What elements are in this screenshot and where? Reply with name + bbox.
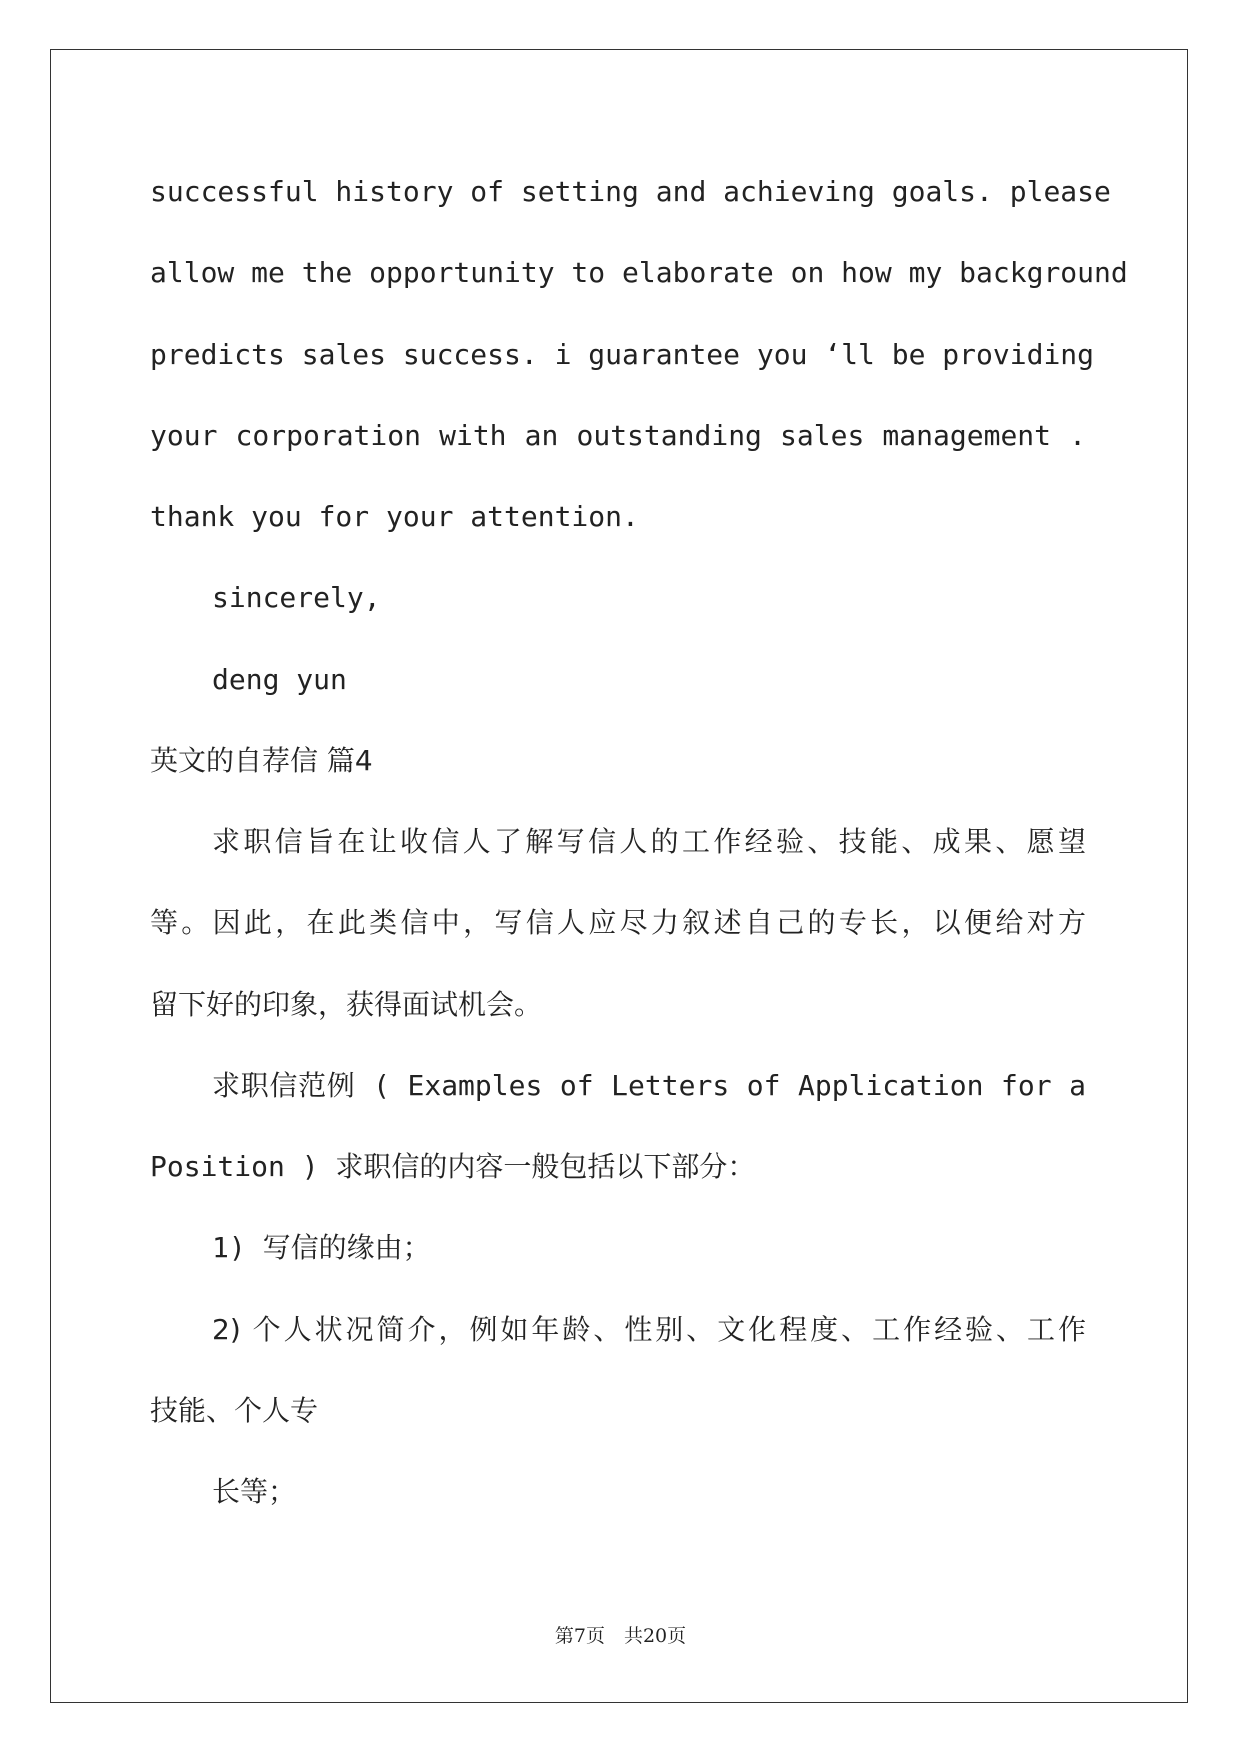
body-line: 留下好的印象，获得面试机会。 bbox=[150, 988, 543, 1021]
body-line: successful history of setting and achieving goals. please bbox=[150, 175, 1111, 208]
body-line: 等。因此，在此类信中，写信人应尽力叙述自己的专长，以便给对方 bbox=[150, 906, 1086, 939]
body-line: predicts sales success. i guarantee you ‘ll be providing bbox=[150, 338, 1095, 371]
closing-line: sincerely, bbox=[212, 581, 381, 614]
body-line: allow me the opportunity to elaborate on how my background bbox=[150, 256, 1128, 289]
page-border bbox=[50, 49, 1188, 1703]
section-heading: 英文的自荐信 篇4 bbox=[150, 744, 373, 777]
list-item: 2) 个人状况简介，例如年龄、性别、文化程度、工作经验、工作 bbox=[212, 1313, 1086, 1346]
body-line: 长等； bbox=[212, 1475, 297, 1508]
page-number: 第7页 共20页 bbox=[554, 1625, 687, 1647]
body-line: 求职信旨在让收信人了解写信人的工作经验、技能、成果、愿望 bbox=[212, 825, 1086, 858]
body-line: 求职信范例 ( Examples of Letters of Application for a bbox=[212, 1069, 1086, 1102]
signature-name: deng yun bbox=[212, 663, 347, 696]
body-line: Position ) 求职信的内容一般包括以下部分： bbox=[150, 1150, 756, 1183]
body-line: thank you for your attention. bbox=[150, 500, 639, 533]
body-line: 技能、个人专 bbox=[150, 1394, 319, 1427]
list-item: 1) 写信的缘由； bbox=[212, 1231, 431, 1264]
body-line: your corporation with an outstanding sales management . bbox=[150, 419, 1086, 452]
